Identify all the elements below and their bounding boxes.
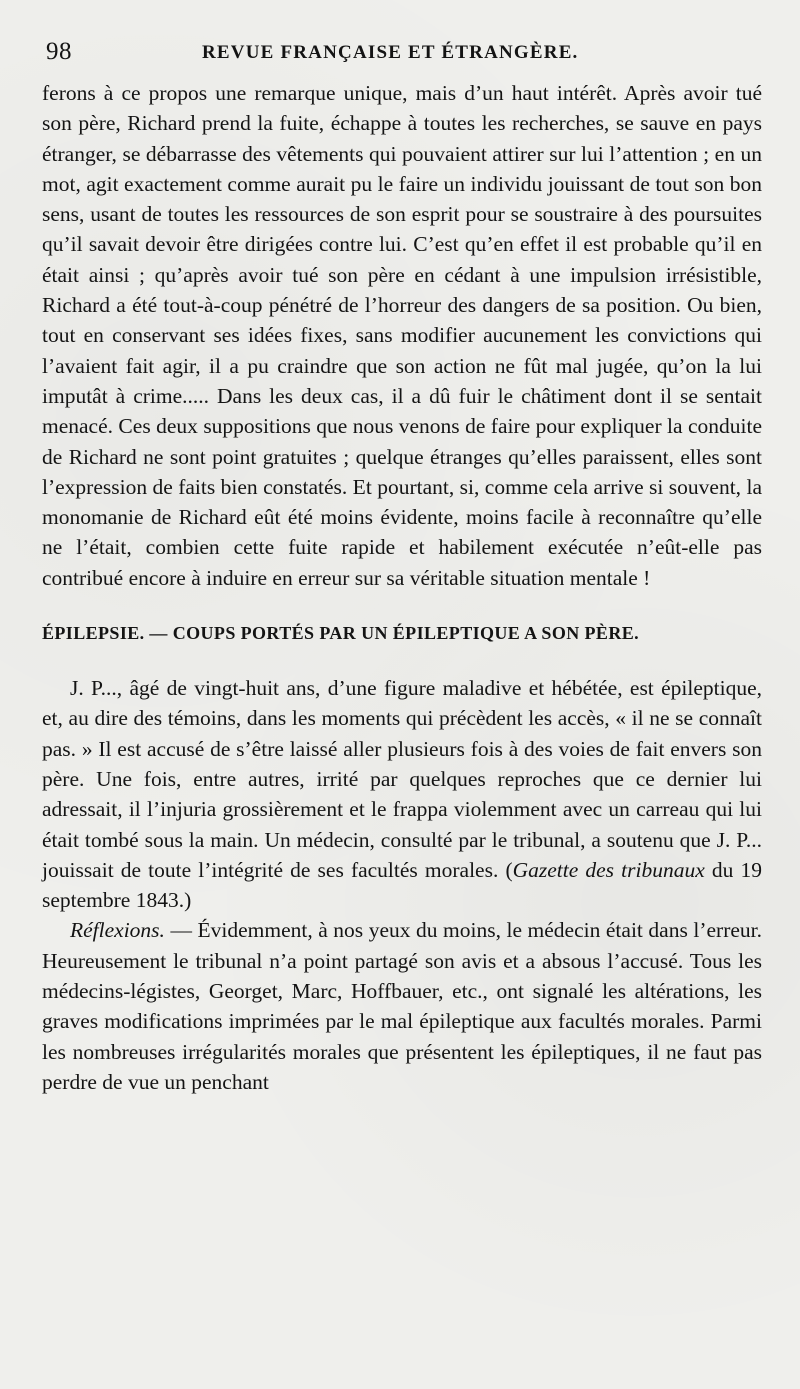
- opening-paragraph: ferons à ce propos une remarque unique, mais d’un haut intérêt. Après avoir tué son père, Richard prend la fuite, échappe à toutes les recherches, se sauve en pays étranger, se débarrasse des vêtements qui pouvaient attirer sur lui l’attention ; en un mot, agit exactement comme aurait pu le faire un individu jouissant de tout son bon sens, usant de toutes les ressources de son esprit pour se soustraire à des poursuites qu’il savait devoir être dirigées contre lui. C’est qu’en effet il est probable qu’il en était ainsi ; qu’après avoir tué son père en cédant à une impulsion irrésistible, Richard a été tout-à-coup pénétré de l’horreur des dangers de sa position. Ou bien, tout en conservant ses idées fixes, sans modifier aucunement les convictions qui l’avaient fait agir, il a pu craindre que son action ne fût mal jugée, qu’on la lui imputât à crime..... Dans les deux cas, il a dû fuir le châtiment dont il se sentait menacé. Ces deux suppositions que nous venons de faire pour expliquer la conduite de Richard ne sont point gratuites ; quelque étranges qu’elles paraissent, elles sont l’expression de faits bien constatés. Et pourtant, si, comme cela arrive si souvent, la monomanie de Richard eût été moins évidente, moins facile à reconnaître qu’elle ne l’était, combien cette fuite rapide et habilement exécutée n’eût-elle pas contribué encore à induire en erreur sur sa véritable situation mentale !: [42, 81, 762, 590]
- case-source-date: du 19 septembre 1843.): [42, 857, 762, 913]
- page-number: 98: [46, 38, 72, 65]
- case-paragraph: [42, 673, 762, 915]
- reflection-paragraph: [42, 915, 762, 1097]
- running-head: [42, 38, 762, 72]
- section-heading: ÉPILEPSIE. — COUPS PORTÉS PAR UN ÉPILEPTIQUE A SON PÈRE.: [42, 623, 640, 644]
- reflection-label: Réflexions.: [70, 918, 165, 943]
- reflection-text: — Évidemment, à nos yeux du moins, le médecin était dans l’erreur. Heureusement le tribunal n’a point partagé son avis et a absous l’accusé. Tous les médecins-légistes, Georget, Marc, Hoffbauer, etc., ont signalé les altérations, les graves modifications imprimées par le mal épileptique aux facultés morales. Parmi les nombreuses irrégularités morales que présentent les épileptiques, il ne faut pas perdre de vue un penchant: [42, 918, 762, 1094]
- case-source-title: Gazette des tribunaux: [512, 857, 705, 882]
- running-title: REVUE FRANÇAISE ET ÉTRANGÈRE.: [202, 42, 579, 63]
- page-body: [42, 78, 762, 1097]
- case-paragraph-text: J. P..., âgé de vingt-huit ans, d’une figure maladive et hébétée, est épileptique, et, au dire des témoins, dans les moments qui précèdent les accès, « il ne se connaît pas. » Il est accusé de s’être laissé aller plusieurs fois à des voies de fait envers son père. Une fois, entre autres, irrité par quelques reproches que ce dernier lui adressait, il l’injuria grossièrement et le frappa violemment avec un carreau qui lui était tombé sous la main. Un médecin, consulté par le tribunal, a soutenu que J. P... jouissait de toute l’intégrité de ses facultés morales. (: [42, 676, 762, 882]
